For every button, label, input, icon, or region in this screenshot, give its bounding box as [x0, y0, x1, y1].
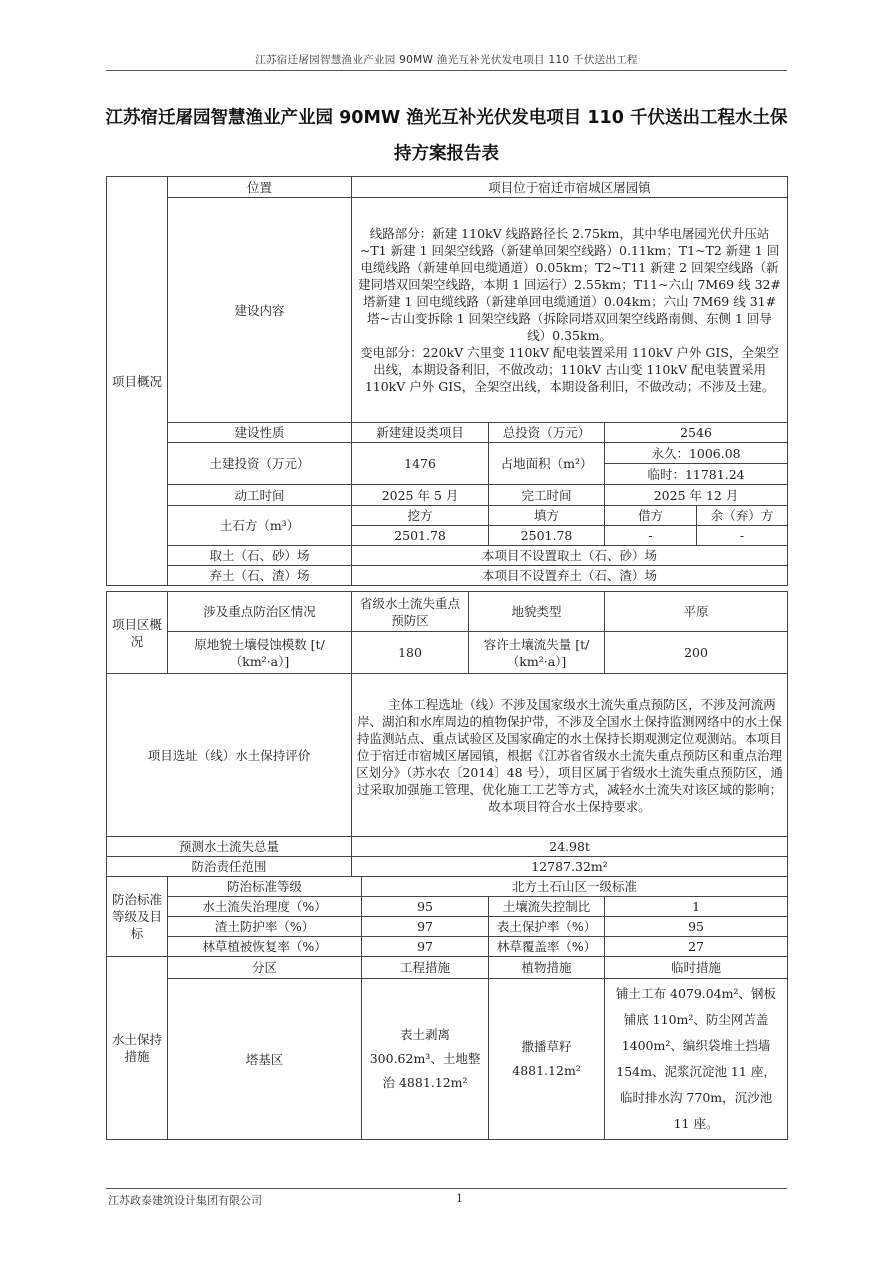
std-row-3-a-label: 林草植被恢复率（%） — [168, 937, 362, 957]
std-row-2-b-label: 表土保护率（%） — [489, 917, 605, 937]
location-label: 位置 — [168, 177, 352, 198]
project-overview-group-label: 项目概况 — [107, 177, 168, 586]
temporary-header: 临时措施 — [605, 957, 788, 979]
allow-label: 容许土壤流失量 [t/（km²·a）] — [469, 632, 605, 674]
erosion-value: 180 — [352, 632, 469, 674]
allow-value: 200 — [605, 632, 788, 674]
fill-label: 填方 — [489, 506, 605, 526]
std-row-3-a-value: 97 — [362, 937, 489, 957]
title-line-1: 江苏宿迁屠园智慧渔业产业园 90MW 渔光互补光伏发电项目 110 千伏送出工程水土保 — [105, 108, 788, 128]
nature-label: 建设性质 — [168, 423, 352, 443]
std-row-2-a-label: 渣土防护率（%） — [168, 917, 362, 937]
header-rule — [106, 70, 787, 71]
page-number: 1 — [456, 1192, 463, 1205]
standards-group-label: 防治标准等级及目标 — [107, 877, 168, 957]
nature-value: 新建建设类项目 — [352, 423, 489, 443]
std-row-1-a-label: 水土流失治理度（%） — [168, 897, 362, 917]
end-time-value: 2025 年 12 月 — [605, 485, 788, 506]
std-row-3-b-value: 27 — [605, 937, 788, 957]
std-row-2-b-value: 95 — [605, 917, 788, 937]
total-invest-value: 2546 — [605, 423, 788, 443]
spoil-value: - — [697, 526, 788, 546]
area-label: 占地面积（m²） — [489, 443, 605, 485]
start-time-value: 2025 年 5 月 — [352, 485, 489, 506]
footer-rule — [106, 1188, 787, 1189]
end-time-label: 完工时间 — [489, 485, 605, 506]
std-row-3-b-label: 林草覆盖率（%） — [489, 937, 605, 957]
landform-value: 平原 — [605, 592, 788, 632]
document-title — [0, 100, 893, 172]
site-eval-text: 主体工程选址（线）不涉及国家级水土流失重点预防区，不涉及河流两岸、湖泊和水库周边的植物保护带，不涉及全国水土保持监测网络中的水土保持监测站点、重点试验区及国家确定的水土保持长期观测定位观测站。本项目位于宿迁市宿城区屠园镇，根据《江苏省省级水土流失重点预防区和重点治理区划分》（苏水农〔2014〕48 号），项目区属于省级水土流失重点预防区，通过采取加强施工管理、优化施工工艺等方式，减轻水土流失对该区域的影响；故本项目符合水土保持要求。 — [352, 674, 788, 837]
report-table — [106, 176, 788, 586]
grade-value: 北方土石山区一级标准 — [362, 877, 788, 897]
report-table-lower — [106, 591, 788, 1140]
responsibility-value: 12787.32m² — [352, 857, 788, 877]
construction-content-label: 建设内容 — [168, 198, 352, 423]
temporary-measures: 铺土工布 4079.04m²、钢板铺底 110m²、防尘网苫盖 1400m²、编织袋堆土挡墙 154m、泥浆沉淀池 11 座，临时排水沟 770m，沉沙池 11 座。 — [605, 979, 788, 1140]
plant-header: 植物措施 — [489, 957, 605, 979]
construction-content-value — [352, 198, 788, 423]
total-invest-label: 总投资（万元） — [489, 423, 605, 443]
responsibility-label: 防治责任范围 — [107, 857, 352, 877]
earthwork-label: 土石方（m³） — [168, 506, 352, 546]
zone-header: 分区 — [168, 957, 362, 979]
zone-name: 塔基区 — [168, 979, 362, 1140]
location-value: 项目位于宿迁市宿城区屠园镇 — [352, 177, 788, 198]
std-row-1-b-value: 1 — [605, 897, 788, 917]
running-header: 江苏宿迁屠园智慧渔业产业园 90MW 渔光互补光伏发电项目 110 千伏送出工程 — [255, 54, 638, 66]
engineering-header: 工程措施 — [362, 957, 489, 979]
civil-invest-label: 土建投资（万元） — [168, 443, 352, 485]
content-line-part: 线路部分：新建 110kV 线路路径长 2.75km，其中华电屠园光伏升压站~T1 新建 1 回架空线路（新建单回架空线路）0.11km；T1~T2 新建 1 回电缆线路（新建单回电缆通道）0.05km；T2~T11 新建 2 回架空线路（新建同塔双回架空线路，本期 1 回运行）2.55km；T11~六山 7M69 线 32#塔新建 1 回电缆线路（新建单回电缆通道）0.04km；六山 7M69 线 31#塔~古山变拆除 1 回架空线路（拆除同塔双回架空线路南侧、东侧 1 回导线）0.35km。 — [358, 226, 781, 343]
landform-label: 地貌类型 — [469, 592, 605, 632]
borrow-site-value: 本项目不设置取土（石、砂）场 — [352, 546, 788, 566]
spoil-site-label: 弃土（石、渣）场 — [168, 566, 352, 586]
title-line-2: 持方案报告表 — [394, 144, 499, 164]
std-row-1-b-label: 土壤流失控制比 — [489, 897, 605, 917]
borrow-site-label: 取土（石、砂）场 — [168, 546, 352, 566]
zone-value: 省级水土流失重点预防区 — [352, 592, 469, 632]
std-row-2-a-value: 97 — [362, 917, 489, 937]
area-overview-group-label: 项目区概况 — [107, 592, 168, 674]
content-substation-part: 变电部分：220kV 六里变 110kV 配电装置采用 110kV 户外 GIS，全架空出线，本期设备利旧，不做改动；110kV 古山变 110kV 配电装置采用 110kV 户外 GIS，全架空出线，本期设备利旧，不做改动；不涉及土建。 — [360, 345, 779, 394]
excavation-value: 2501.78 — [352, 526, 489, 546]
fill-value: 2501.78 — [489, 526, 605, 546]
std-row-1-a-value: 95 — [362, 897, 489, 917]
spoil-label: 余（弃）方 — [697, 506, 788, 526]
civil-invest-value: 1476 — [352, 443, 489, 485]
area-permanent: 永久：1006.08 — [605, 443, 788, 464]
forecast-value: 24.98t — [352, 837, 788, 857]
area-temporary: 临时：11781.24 — [605, 464, 788, 485]
plant-measures: 撒播草籽 4881.12m² — [489, 979, 605, 1140]
borrow-label: 借方 — [605, 506, 697, 526]
engineering-measures: 表土剥离 300.62m³、土地整治 4881.12m² — [362, 979, 489, 1140]
forecast-label: 预测水土流失总量 — [107, 837, 352, 857]
grade-label: 防治标准等级 — [168, 877, 362, 897]
excavation-label: 挖方 — [352, 506, 489, 526]
borrow-value: - — [605, 526, 697, 546]
start-time-label: 动工时间 — [168, 485, 352, 506]
spoil-site-value: 本项目不设置弃土（石、渣）场 — [352, 566, 788, 586]
footer-company: 江苏政泰建筑设计集团有限公司 — [108, 1194, 262, 1207]
measures-group-label: 水土保持措施 — [107, 957, 168, 1140]
erosion-label: 原地貌土壤侵蚀模数 [t/（km²·a）] — [168, 632, 352, 674]
site-eval-label: 项目选址（线）水土保持评价 — [107, 674, 352, 837]
zone-label: 涉及重点防治区情况 — [168, 592, 352, 632]
